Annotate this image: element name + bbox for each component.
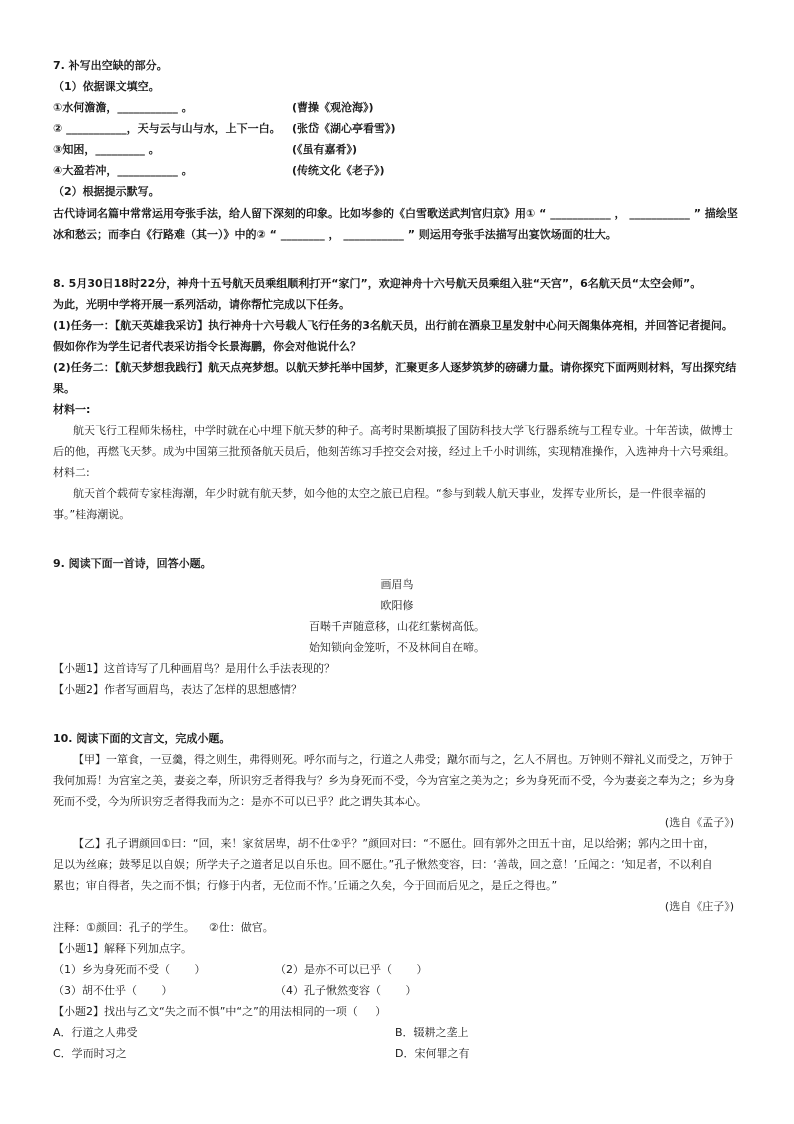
yi-text-line-1: 【乙】孔子谓颜回①曰：“回，来！家贫居卑，胡不仕②乎？”颜回对曰：“不愿仕。回有郭外之田五十亩，足以给粥；郭内之田十亩， <box>73 837 715 850</box>
q8-intro-line-1: 8. 5月30日18时22分，神舟十五号航天员乘组顺利打开“家门”，欢迎神舟十六号航天员乘组入驻“天宫”，6名航天员“太空会师”。 <box>53 277 702 290</box>
q7-item-2: ② ___________，天与云与山与水，上下一白。 <box>53 122 281 135</box>
q10-explain-2: （2）是亦不可以已乎（ ） <box>275 963 428 976</box>
yi-citation: (选自《庄子》) <box>664 900 734 913</box>
q8-material-1-line-2: 后的他，再燃飞天梦。成为中国第三批预备航天员后，他刻苦练习手控交会对接，经过上千小时训练，实现精准操作，入选神舟十六号乘组。 <box>53 445 735 458</box>
q7-item-3: ③知困，_________ 。 <box>53 143 160 156</box>
q10-heading: 10. 阅读下面的文言文，完成小题。 <box>53 732 231 745</box>
q8-material-2-label: 材料二: <box>53 466 90 479</box>
q9-subquestion-2: 【小题2】作者写画眉鸟，表达了怎样的思想感情？ <box>53 683 302 696</box>
jia-citation: (选自《孟子》) <box>664 816 734 829</box>
poem-author: 欧阳修 <box>380 599 414 612</box>
q7-prompt-line-2: 冰和愁云；而李白《行路难（其一）》中的② “ ________ ， ___________ ” 则运用夸张手法描写出宴饮场面的壮大。 <box>53 228 617 241</box>
q8-material-1-label: 材料一: <box>53 403 91 416</box>
q9-heading: 9. 阅读下面一首诗，回答小题。 <box>53 557 212 570</box>
q7-sub1: （1）依据课文填空。 <box>53 80 160 93</box>
option-b: B．辍耕之垄上 <box>395 1026 469 1039</box>
jia-text-line-2: 我何加焉！为宫室之美，妻妾之奉，所识穷乏者得我与？乡为身死而不受，今为宫室之美为之；乡为身死而不受，今为妻妾之奉为之；乡为身 <box>53 774 735 787</box>
q7-item-1-source: (曹操《观沧海》) <box>292 101 374 114</box>
q10-explain-4: （4）孔子愀然变容（ ） <box>275 984 417 997</box>
q8-intro-line-2: 为此，光明中学将开展一系列活动，请你帮忙完成以下任务。 <box>53 298 350 311</box>
q8-task1-line-2: 假如你作为学生记者代表采访指令长景海鹏，你会对他说什么？ <box>53 340 361 353</box>
poem-title: 画眉鸟 <box>380 578 414 591</box>
q10-explain-1: （1）乡为身死而不受（ ） <box>53 963 206 976</box>
poem-verse-1: 百啭千声随意移，山花红紫树高低。 <box>309 620 485 633</box>
q8-material-2-line-2: 事。”桂海潮说。 <box>53 508 131 521</box>
yi-text-line-2: 足以为丝麻；鼓琴足以自娱；所学夫子之道者足以自乐也。回不愿仕。”孔子愀然变容，曰：‘善哉，回之意！’丘闻之：‘知足者，不以利自 <box>53 858 713 871</box>
q10-subquestion-1: 【小题1】解释下列加点字。 <box>53 942 192 955</box>
option-a: A．行道之人弗受 <box>53 1026 138 1039</box>
q7-item-4: ④大盈若冲，___________ 。 <box>53 164 193 177</box>
poem-verse-2: 始知锁向金笼听，不及林间自在啼。 <box>309 641 485 654</box>
q10-subquestion-2: 【小题2】找出与乙文“失之而不惧”中“之”的用法相同的一项（ ） <box>53 1005 387 1018</box>
q8-task2-line-2: 果。 <box>53 382 75 395</box>
q7-sub2: （2）根据提示默写。 <box>53 185 160 198</box>
q8-task1-line-1: (1)任务一：【航天英雄我采访】执行神舟十六号载人飞行任务的3名航天员，出行前在酒泉卫星发射中心问天阁集体亮相，并回答记者提问。 <box>53 319 733 332</box>
q7-item-2-source: (张岱《湖心亭看雪》) <box>292 122 396 135</box>
jia-text-line-1: 【甲】一箪食，一豆羹，得之则生，弗得则死。呼尔而与之，行道之人弗受；蹴尔而与之，乞人不屑也。万钟则不辩礼义而受之，万钟于 <box>73 753 733 766</box>
q8-material-1-line-1: 航天飞行工程师朱杨柱，中学时就在心中埋下航天梦的种子。高考时果断填报了国防科技大学飞行器系统与工程专业。十年苦读，做博士 <box>73 424 733 437</box>
q10-explain-3: （3）胡不仕乎（ ） <box>53 984 173 997</box>
yi-text-line-3: 累也；审自得者，失之而不惧；行修于内者，无位而不怍。’丘诵之久矣，今于回而后见之，是丘之得也。” <box>53 879 558 892</box>
jia-text-line-3: 死而不受，今为所识穷乏者得我而为之：是亦不可以已乎？此之谓失其本心。 <box>53 795 427 808</box>
q7-item-4-source: (传统文化《老子》) <box>292 164 385 177</box>
q8-task2-line-1: (2)任务二：【航天梦想我践行】航天点亮梦想。以航天梦托举中国梦，汇聚更多人逐梦筑梦的磅礴力量。请你探究下面两则材料，写出探究结 <box>53 361 737 374</box>
q10-notes: 注释：①颜回：孔子的学生。 ②仕：做官。 <box>53 921 274 934</box>
option-c: C．学而时习之 <box>53 1047 127 1060</box>
q7-item-1: ①水何澹澹，___________ 。 <box>53 101 193 114</box>
option-d: D．宋何罪之有 <box>395 1047 470 1060</box>
q7-prompt-line-1: 古代诗词名篇中常常运用夸张手法，给人留下深刻的印象。比如岑参的《白雪歌送武判官归京》用① “ ___________ ， ___________ ” 描绘坚 <box>53 207 738 220</box>
q9-subquestion-1: 【小题1】这首诗写了几种画眉鸟？是用什么手法表现的？ <box>53 662 335 675</box>
q7-heading: 7. 补写出空缺的部分。 <box>53 59 168 72</box>
q7-item-3-source: (《虽有嘉肴》) <box>292 143 358 156</box>
q8-material-2-line-1: 航天首个载荷专家桂海潮，年少时就有航天梦，如今他的太空之旅已启程。“参与到载人航天事业，发挥专业所长，是一件很幸福的 <box>73 487 706 500</box>
